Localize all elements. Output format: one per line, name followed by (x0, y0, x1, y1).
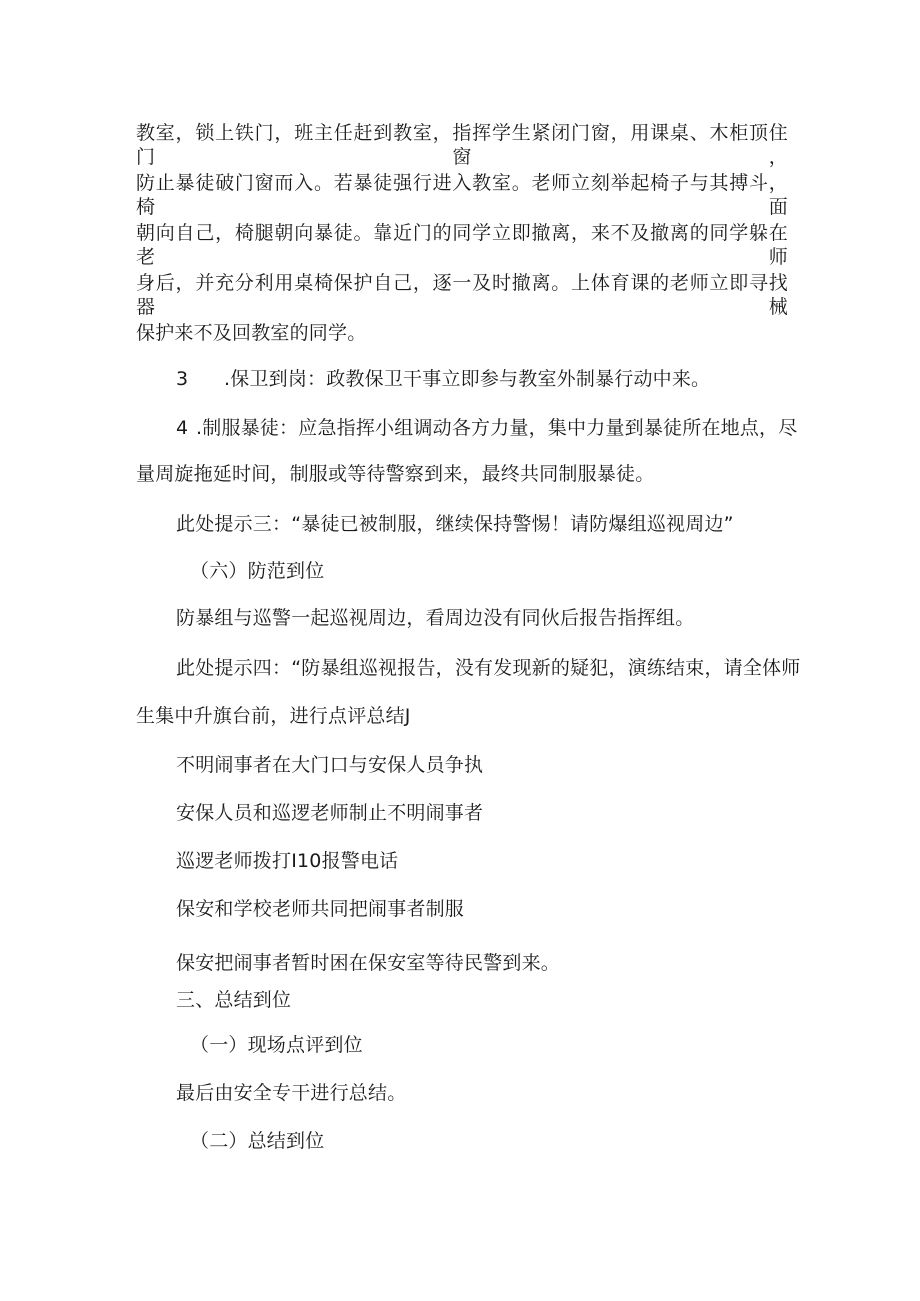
step-item: 巡逻老师拨打I10报警电话 (176, 850, 399, 872)
subsection-heading: （一）现场点评到位 (190, 1034, 363, 1056)
prompt-four-continued: 生集中升旗台前，进行点评总结J (136, 705, 411, 727)
part-heading: 三、总结到位 (176, 989, 292, 1011)
step-item: 保安和学校老师共同把闹事者制服 (176, 898, 465, 920)
item-text: .保卫到岗：政教保卫干事立即参与教室外制暴行动中来。 (224, 368, 711, 390)
paragraph-line: 防止暴徒破门窗而入。若暴徒强行进入教室。老师立刻举起椅子与其搏斗，椅面 (136, 172, 788, 218)
prompt-four: 此处提示四：“防暴组巡视报告，没有发现新的疑犯，演练结束，请全体师 (176, 657, 801, 679)
item-number: 4 (176, 417, 189, 439)
subsection-heading: （二）总结到位 (190, 1130, 325, 1152)
item-number: 3 (176, 368, 189, 390)
section-heading: （六）防范到位 (190, 560, 325, 582)
paragraph-line: 身后，并充分利用桌椅保护自己，逐一及时撤离。上体育课的老师立即寻找器械 (136, 272, 788, 318)
paragraph-line: 保护来不及回教室的同学。 (136, 322, 367, 344)
list-item-4-continued: 量周旋拖延时间，制服或等待警察到来，最终共同制服暴徒。 (136, 463, 655, 485)
item-text: .制服暴徒：应急指挥小组调动各方力量，集中力量到暴徒所在地点，尽 (196, 417, 798, 439)
paragraph-line: 朝向自己，椅腿朝向暴徒。靠近门的同学立即撤离，来不及撤离的同学躲在老师 (136, 222, 788, 268)
list-item-4 (176, 416, 798, 440)
step-item: 保安把闹事者暂时困在保安室等待民警到来。 (176, 952, 561, 974)
step-item: 安保人员和巡逻老师制止不明闹事者 (176, 802, 484, 824)
section-body: 防暴组与巡警一起巡视周边，看周边没有同伙后报告指挥组。 (176, 607, 695, 629)
prompt-three: 此处提示三：“暴徒已被制服，继续保持警惕！请防爆组巡视周边” (176, 513, 734, 535)
step-item: 不明闹事者在大门口与安保人员争执 (176, 754, 484, 776)
subsection-body: 最后由安全专干进行总结。 (176, 1082, 407, 1104)
paragraph-line: 教室，锁上铁门，班主任赶到教室，指挥学生紧闭门窗，用课桌、木柜顶住门窗， (136, 122, 788, 168)
list-item-3 (176, 367, 710, 391)
